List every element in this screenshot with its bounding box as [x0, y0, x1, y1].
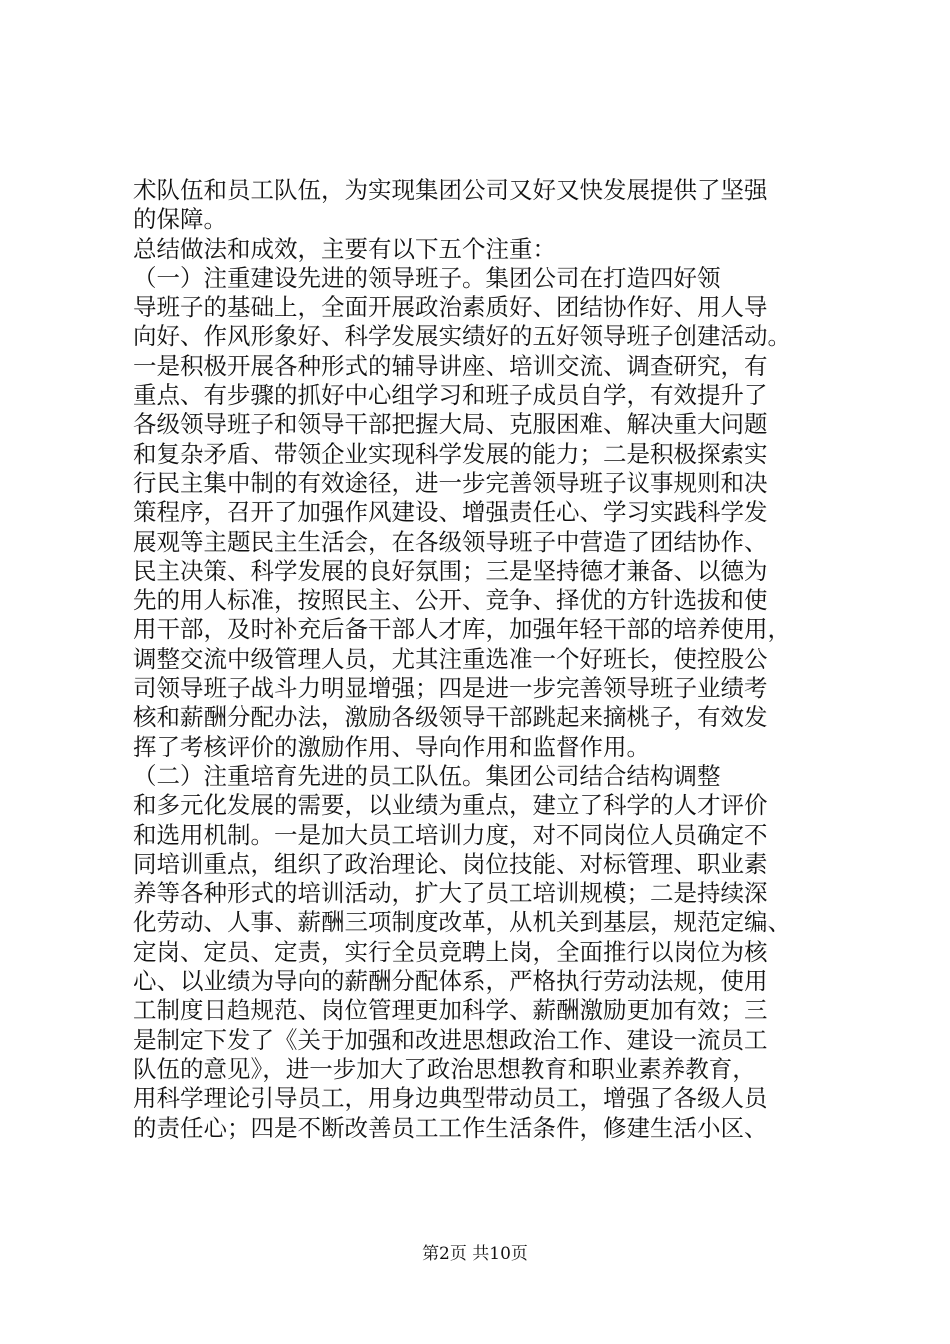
text-line: （一）注重建设先进的领导班子。集团公司在打造四好领 [133, 263, 721, 292]
text-line: 用科学理论引导员工，用身边典型带动员工，增强了各级人员 [133, 1084, 768, 1113]
text-line: 和多元化发展的需要，以业绩为重点，建立了科学的人才评价 [133, 791, 768, 820]
text-line: 导班子的基础上，全面开展政治素质好、团结协作好、用人导 [133, 293, 768, 322]
text-line: 策程序，召开了加强作风建设、增强责任心、学习实践科学发 [133, 498, 768, 527]
text-line: 化劳动、人事、薪酬三项制度改革，从机关到基层，规范定编、 [133, 908, 791, 937]
text-line: 的保障。 [133, 205, 227, 234]
text-line: 和复杂矛盾、带领企业实现科学发展的能力；二是积极探索实 [133, 439, 768, 468]
text-line: 定岗、定员、定责，实行全员竞聘上岗，全面推行以岗位为核 [133, 937, 768, 966]
text-line: 一是积极开展各种形式的辅导讲座、培训交流、调查研究，有 [133, 351, 768, 380]
text-line: 民主决策、科学发展的良好氛围；三是坚持德才兼备、以德为 [133, 556, 768, 585]
text-line: 挥了考核评价的激励作用、导向作用和监督作用。 [133, 732, 650, 761]
text-line: 养等各种形式的培训活动，扩大了员工培训规模；二是持续深 [133, 879, 768, 908]
text-line: 行民主集中制的有效途径，进一步完善领导班子议事规则和决 [133, 468, 768, 497]
text-line: 调整交流中级管理人员，尤其注重选准一个好班长，使控股公 [133, 644, 768, 673]
text-line: 队伍的意见》，进一步加大了政治思想教育和职业素养教育， [133, 1054, 756, 1083]
text-line: 工制度日趋规范、岗位管理更加科学、薪酬激励更加有效；三 [133, 996, 768, 1025]
text-line: 的责任心；四是不断改善员工工作生活条件，修建生活小区、 [133, 1113, 768, 1142]
text-line: 同培训重点，组织了政治理论、岗位技能、对标管理、职业素 [133, 849, 768, 878]
text-line: 司领导班子战斗力明显增强；四是进一步完善领导班子业绩考 [133, 674, 768, 703]
text-line: 总结做法和成效，主要有以下五个注重： [133, 234, 556, 263]
text-line: 和选用机制。一是加大员工培训力度，对不同岗位人员确定不 [133, 820, 768, 849]
text-line: 重点、有步骤的抓好中心组学习和班子成员自学，有效提升了 [133, 381, 768, 410]
text-line: 心、以业绩为导向的薪酬分配体系，严格执行劳动法规，使用 [133, 967, 768, 996]
text-line: 用干部，及时补充后备干部人才库，加强年轻干部的培养使用， [133, 615, 791, 644]
page-number-footer: 第2页 共10页 [422, 1244, 528, 1264]
text-line: 展观等主题民主生活会，在各级领导班子中营造了团结协作、 [133, 527, 768, 556]
text-line: 是制定下发了《关于加强和改进思想政治工作、建设一流员工 [133, 1025, 768, 1054]
text-line: （二）注重培育先进的员工队伍。集团公司结合结构调整 [133, 761, 721, 790]
text-line: 向好、作风形象好、科学发展实绩好的五好领导班子创建活动。 [133, 322, 791, 351]
document-body [133, 176, 833, 1143]
text-line: 各级领导班子和领导干部把握大局、克服困难、解决重大问题 [133, 410, 768, 439]
text-line: 术队伍和员工队伍，为实现集团公司又好又快发展提供了坚强 [133, 176, 768, 204]
text-line: 核和薪酬分配办法，激励各级领导干部跳起来摘桃子，有效发 [133, 703, 768, 732]
text-line: 先的用人标准，按照民主、公开、竞争、择优的方针选拔和使 [133, 586, 768, 615]
